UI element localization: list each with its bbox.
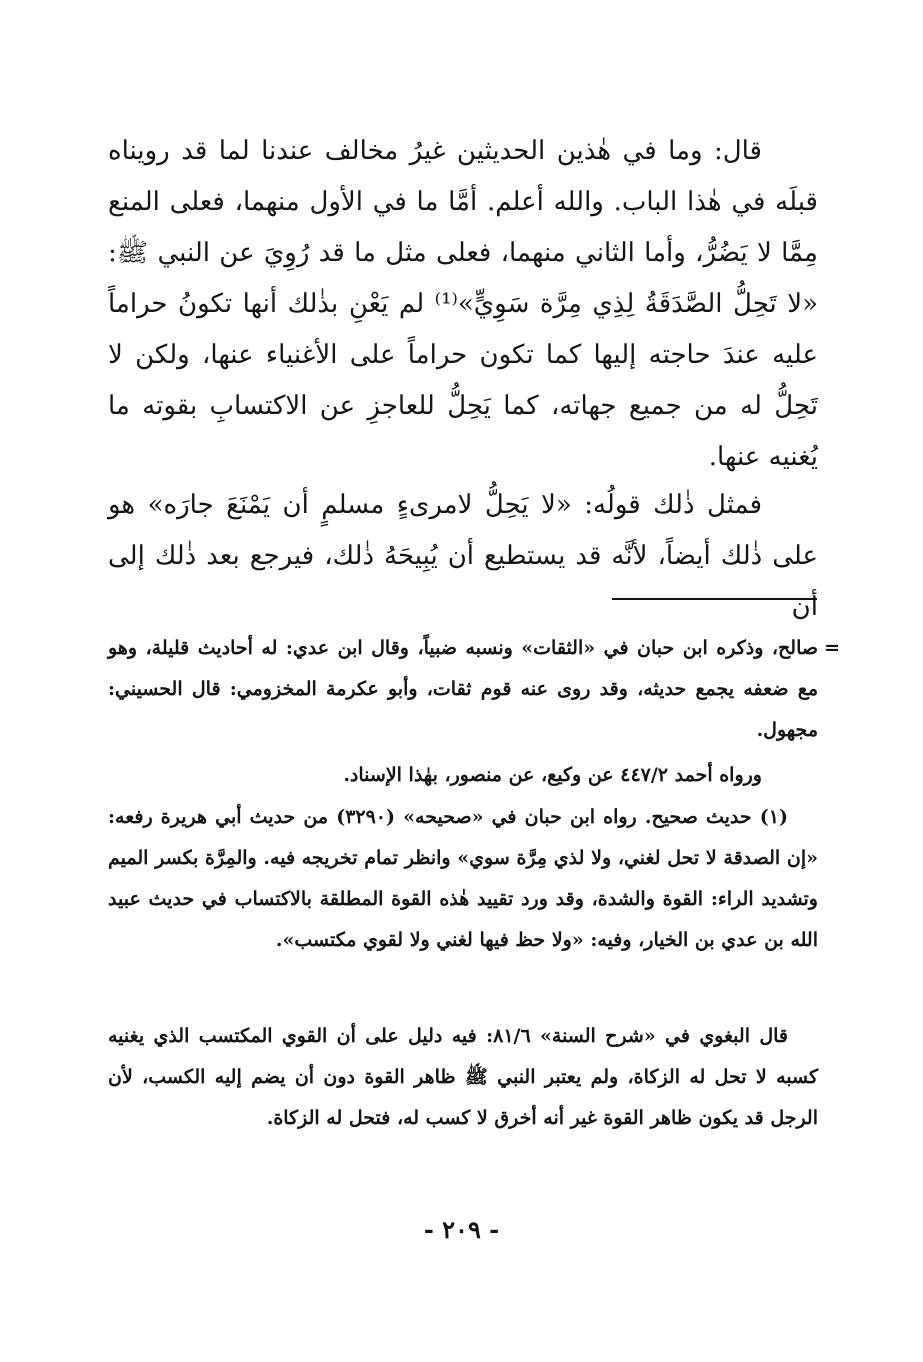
footnote-ahmad-reference: ورواه أحمد ٤٤٧/٢ عن وكيع، عن منصور، بهٰذا الإسناد. bbox=[343, 764, 762, 786]
page-number: - ٢٠٩ - bbox=[423, 1215, 500, 1244]
footnote-separator bbox=[612, 598, 817, 600]
footnote-baghawi-quote: قال البغوي في «شرح السنة» ٨١/٦: فيه دليل على أن القوي المكتسب الذي يغنيه كسبه لا تحل له الزكاة، ولم يعتبر النبي ﷺ ظاهر القوة دون أن يضم إليه الكسب، لأن الرجل قد يكون ظاهر القوة غير أنه أخرق لا كسب له، فتحل له الزكاة. bbox=[108, 1025, 818, 1129]
main-paragraph-2: فمثل ذٰلك قولُه: «لا يَحِلُّ لامرىءٍ مسلمٍ أن يَمْنَعَ جارَه» هو على ذٰلك أيضاً، لأنَّه قد يستطيع أن يُبِيحَهُ ذٰلك، فيرجع بعد ذٰلك إلى أن bbox=[108, 490, 818, 622]
main-paragraph-1: قال: وما في هٰذين الحديثين غيرُ مخالف عندنا لما قد رويناه قبلَه في هٰذا الباب. والله أعلم. أمَّا ما في الأول منهما، فعلى المنع مِمَّا لا يَضُرُّ، وأما الثاني منهما، فعلى مثل ما قد رُوِيَ عن النبي ﷺ: «لا تَحِلُّ الصَّدَقَةُ لِذِي مِرَّة سَوِيٍّ»⁽¹⁾ لم يَعْنِ بذٰلك أنها تكونُ حراماً عليه عندَ حاجته إليها كما تكون حراماً على الأغنياء عنها، ولكن لا تَحِلُّ له من جميع جهاته، كما يَحِلُّ للعاجزِ عن الاكتسابِ بقوته ما يُغنيه عنها. bbox=[108, 136, 819, 472]
footnote-1: (١) حديث صحيح. رواه ابن حبان في «صحيحه» (٣٢٩٠) من حديث أبي هريرة رفعه: «إن الصدقة لا تحل لغني، ولا لذي مِرَّة سوي» وانظر تمام تخريجه فيه. والمِرَّة بكسر الميم وتشديد الراء: القوة والشدة، وقد ورد تقييد هٰذه القوة المطلقة بالاكتساب في حديث عبيد الله بن عدي بن الخيار، وفيه: «ولا حظ فيها لغني ولا لقوي مكتسب». bbox=[108, 806, 818, 951]
footnote-continuation-text: صالح، وذكره ابن حبان في «الثقات» ونسبه ضبياً، وقال ابن عدي: له أحاديث قليلة، وهو مع ضعفه يجمع حديثه، وقد روى عنه قوم ثقات، وأبو عكرمة المخزومي: قال الحسيني: مجهول. bbox=[108, 637, 818, 741]
footnote-continuation bbox=[108, 628, 840, 751]
continuation-mark: = bbox=[824, 637, 840, 659]
